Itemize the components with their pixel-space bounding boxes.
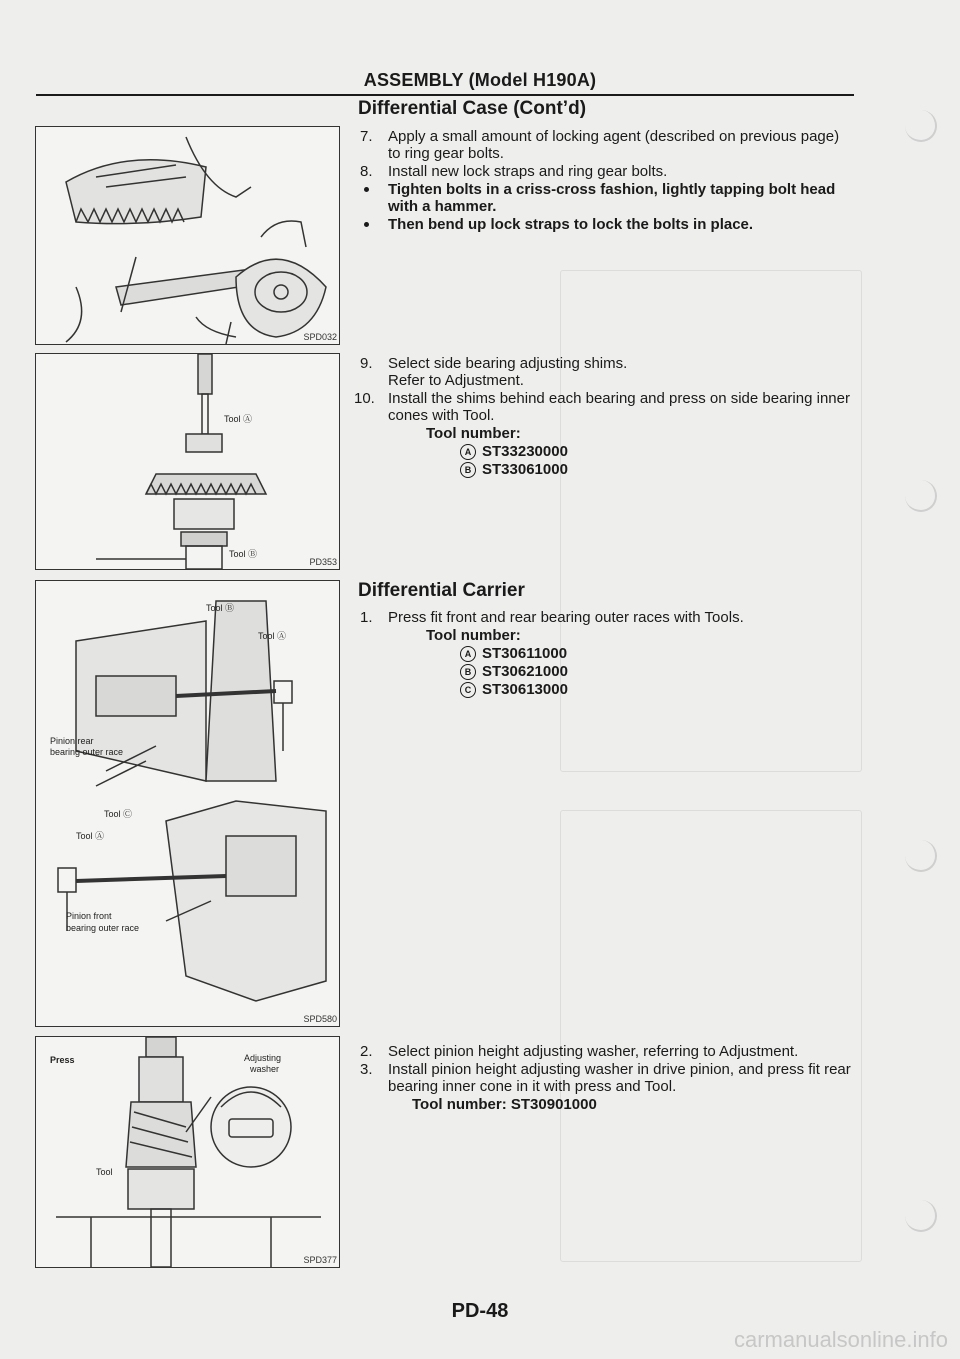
step-text: Install the shims behind each bearing and press on side bearing inner cones with Tool. xyxy=(388,390,850,424)
step-text: Install pinion height adjusting washer in drive pinion, and press fit rear bearing inner cone in it with press and Tool. xyxy=(388,1061,851,1095)
steps-7-8 xyxy=(360,128,854,234)
label-pinion-front: Pinion front xyxy=(66,911,112,921)
binder-hole-icon xyxy=(905,1200,937,1232)
label-tool-b: Tool Ⓑ xyxy=(229,549,258,559)
step-number: 1. xyxy=(360,609,373,626)
figure-code: SPD032 xyxy=(303,332,337,342)
tool-entry xyxy=(460,681,854,698)
figure-pinion-height-washer xyxy=(35,1036,340,1268)
watermark: carmanualsonline.info xyxy=(733,1327,948,1352)
bullet-item xyxy=(360,216,854,233)
step-number: 7. xyxy=(360,128,373,145)
step-10 xyxy=(354,390,854,424)
bullet-item xyxy=(360,181,854,215)
section-title-differential-case: Differential Case (Cont’d) xyxy=(358,98,587,119)
step-text-continued: Refer to Adjustment. xyxy=(388,372,524,389)
step-1-carrier xyxy=(360,609,854,699)
binder-hole-icon xyxy=(905,840,937,872)
tool-letter-badge: A xyxy=(460,646,476,662)
ring-gear-wrench-illustration xyxy=(36,127,339,344)
label-tool-a-lower: Tool Ⓐ xyxy=(76,831,105,841)
binder-hole-icon xyxy=(905,110,937,142)
label-press: Press xyxy=(50,1055,75,1065)
figure-code: SPD580 xyxy=(303,1014,337,1024)
label-tool: Tool xyxy=(96,1167,113,1177)
binder-hole-icon xyxy=(905,480,937,512)
step-8 xyxy=(360,163,854,180)
bullet-icon xyxy=(364,187,369,192)
step-number: 2. xyxy=(360,1043,373,1060)
label-tool-a: Tool Ⓐ xyxy=(258,631,287,641)
tool-part-number: ST30613000 xyxy=(482,681,568,698)
tool-part-number: ST30621000 xyxy=(482,663,568,680)
step-1 xyxy=(360,609,854,626)
figure-code: SPD377 xyxy=(303,1255,337,1265)
page-header-title: ASSEMBLY (Model H190A) xyxy=(363,70,597,90)
figure-ring-gear-bolts xyxy=(35,126,340,345)
ghost-panel xyxy=(560,810,862,1262)
label-adjusting: Adjusting xyxy=(244,1053,282,1063)
step-7 xyxy=(360,128,854,162)
step-number: 3. xyxy=(360,1061,373,1078)
figure-code: PD353 xyxy=(309,557,337,567)
step-3 xyxy=(360,1061,854,1095)
tool-number-line: Tool number: ST30901000 xyxy=(412,1096,597,1113)
tool-letter-badge: C xyxy=(460,682,476,698)
step-number: 10. xyxy=(354,390,375,407)
step-9 xyxy=(360,355,854,389)
tool-number-label: Tool number: xyxy=(426,627,521,644)
label-tool-b: Tool Ⓑ xyxy=(206,603,235,613)
tool-part-number: ST33230000 xyxy=(482,443,568,460)
tool-entry xyxy=(460,663,854,680)
pinion-press-illustration xyxy=(36,1037,339,1267)
step-text: Select side bearing adjusting shims. xyxy=(388,355,628,372)
bullet-text: Tighten bolts in a criss-cross fashion, lightly tapping bolt head with a hammer. xyxy=(388,181,836,215)
tool-letter-badge: A xyxy=(460,444,476,460)
label-bearing-outer-race-front: bearing outer race xyxy=(66,923,140,933)
side-bearing-press-illustration xyxy=(36,354,339,569)
tool-part-number: ST33061000 xyxy=(482,461,568,478)
section-title-differential-carrier: Differential Carrier xyxy=(358,580,525,601)
label-pinion-rear: Pinion rear xyxy=(50,736,94,746)
step-text: Select pinion height adjusting washer, referring to Adjustment. xyxy=(388,1043,799,1060)
step-number: 8. xyxy=(360,163,373,180)
bullet-icon xyxy=(364,222,369,227)
step-number: 9. xyxy=(360,355,373,372)
tool-number-label: Tool number: xyxy=(426,425,521,442)
label-tool-a: Tool Ⓐ xyxy=(224,414,253,424)
step-text: Apply a small amount of locking agent (described on previous page) to ring gear bolts. xyxy=(388,128,840,162)
step-2 xyxy=(360,1043,854,1060)
tool-part-number: ST30611000 xyxy=(482,645,568,662)
header-rule xyxy=(36,94,854,96)
label-tool-c: Tool Ⓒ xyxy=(104,809,133,819)
tool-entry xyxy=(460,443,854,460)
label-bearing-outer-race: bearing outer race xyxy=(50,747,124,757)
tool-entry xyxy=(460,645,854,662)
steps-9-10 xyxy=(354,355,854,479)
figure-outer-races-press xyxy=(35,580,340,1027)
page-number: PD-48 xyxy=(451,1300,509,1322)
tool-entry xyxy=(460,461,854,478)
step-text: Install new lock straps and ring gear bolts. xyxy=(388,163,668,180)
step-text: Press fit front and rear bearing outer races with Tools. xyxy=(388,609,744,626)
bullet-text: Then bend up lock straps to lock the bolts in place. xyxy=(388,216,754,233)
tool-letter-badge: B xyxy=(460,462,476,478)
outer-race-press-illustration xyxy=(36,581,339,1026)
figure-side-bearing-press xyxy=(35,353,340,570)
tool-letter-badge: B xyxy=(460,664,476,680)
label-washer: washer xyxy=(250,1064,280,1074)
steps-2-3-carrier xyxy=(360,1043,854,1114)
